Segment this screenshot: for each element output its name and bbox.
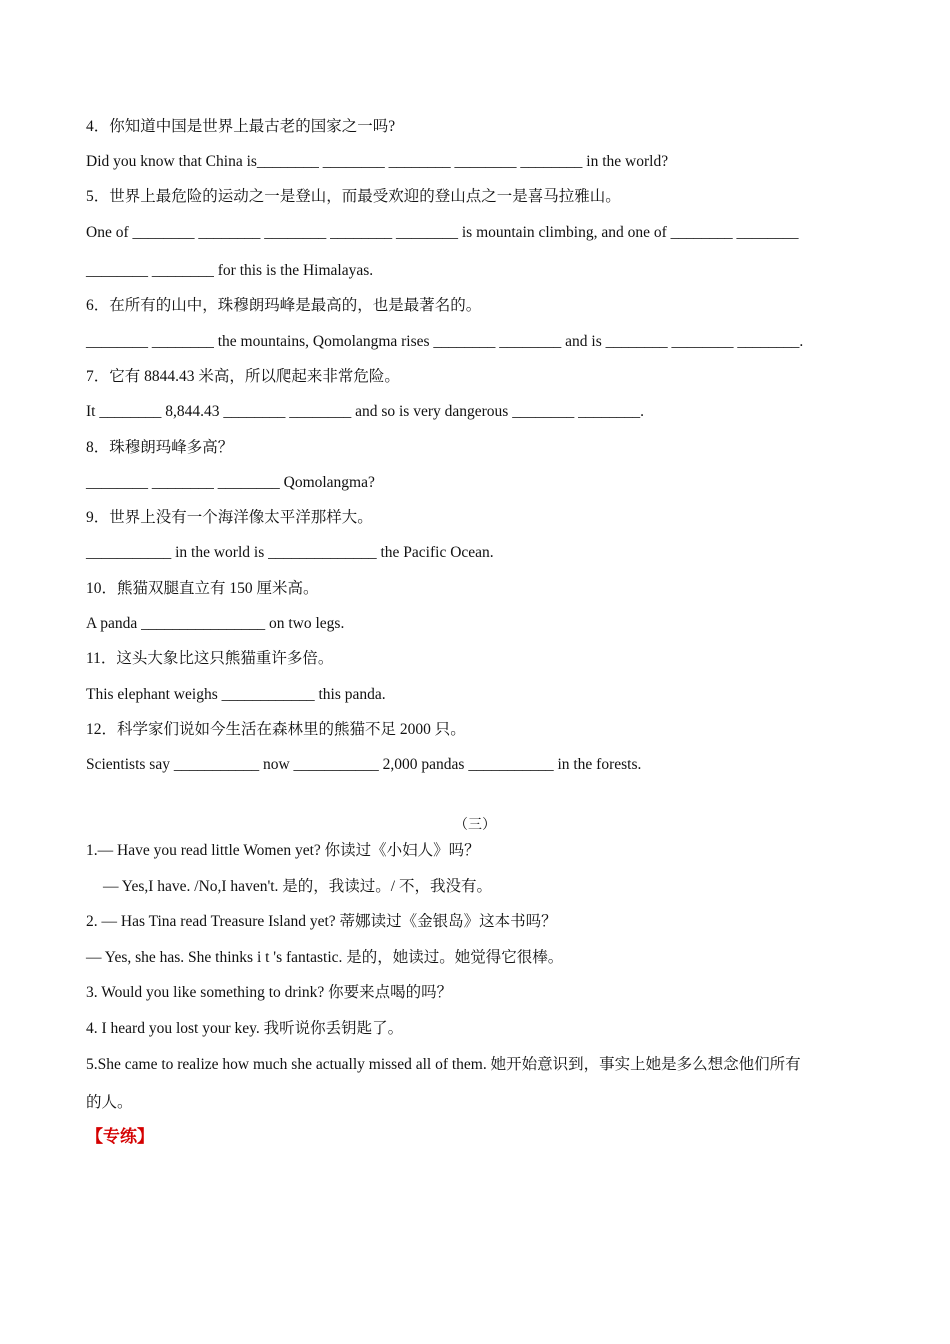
sentence-2-reply: — Yes, she has. She thinks i t 's fantastic. 是的，她读过。她觉得它很棒。 <box>86 949 564 966</box>
item-7-chinese: 7．它有 8844.43 米高，所以爬起来非常危险。 <box>86 368 400 385</box>
item-5-english-cont: ________ ________ for this is the Himalayas. <box>86 262 374 279</box>
item-12-chinese: 12．科学家们说如今生活在森林里的熊猫不足 2000 只。 <box>86 721 466 738</box>
sentence-1-reply: — Yes,I have. /No,I haven't. 是的，我读过。/ 不，我没有。 <box>103 878 492 895</box>
sentence-1: 1.— Have you read little Women yet? 你读过《小妇人》吗？ <box>86 842 480 859</box>
item-9-chinese: 9．世界上没有一个海洋像太平洋那样大。 <box>86 509 373 526</box>
item-8-chinese: 8．珠穆朗玛峰多高？ <box>86 439 234 456</box>
item-4-english: Did you know that China is________ ________ ________ ________ ________ in the world? <box>86 153 669 170</box>
item-9-english: ___________ in the world is ______________ the Pacific Ocean. <box>86 544 494 561</box>
section-title: （三） <box>454 818 496 833</box>
practice-heading: 【专练】 <box>86 1127 154 1146</box>
item-10-chinese: 10．熊猫双腿直立有 150 厘米高。 <box>86 580 319 597</box>
item-4-chinese: 4．你知道中国是世界上最古老的国家之一吗? <box>86 118 396 135</box>
item-8-english: ________ ________ ________ Qomolangma? <box>86 474 375 491</box>
sentence-2: 2. — Has Tina read Treasure Island yet? 蒂娜读过《金银岛》这本书吗？ <box>86 913 557 930</box>
sentence-3: 3. Would you like something to drink? 你要来点喝的吗？ <box>86 984 453 1001</box>
item-6-english: ________ ________ the mountains, Qomolangma rises ________ ________ and is ________ ________ ________. <box>86 333 804 350</box>
item-12-english: Scientists say ___________ now ___________ 2,000 pandas ___________ in the forests. <box>86 756 642 773</box>
item-5-chinese: 5．世界上最危险的运动之一是登山，而最受欢迎的登山点之一是喜马拉雅山。 <box>86 188 621 205</box>
item-6-chinese: 6．在所有的山中，珠穆朗玛峰是最高的，也是最著名的。 <box>86 297 482 314</box>
item-10-english: A panda ________________ on two legs. <box>86 615 345 632</box>
item-11-chinese: 11．这头大象比这只熊猫重许多倍。 <box>86 650 334 667</box>
sentence-4: 4. I heard you lost your key. 我听说你丢钥匙了。 <box>86 1020 404 1037</box>
sentence-5-cont: 的人。 <box>86 1094 133 1111</box>
item-5-english: One of ________ ________ ________ ________ ________ is mountain climbing, and one of ________ ________ <box>86 224 799 241</box>
sentence-5: 5.She came to realize how much she actually missed all of them. 她开始意识到，事实上她是多么想念他们所有 <box>86 1056 801 1073</box>
item-7-english: It ________ 8,844.43 ________ ________ and so is very dangerous ________ ________. <box>86 403 644 420</box>
item-11-english: This elephant weighs ____________ this panda. <box>86 686 386 703</box>
